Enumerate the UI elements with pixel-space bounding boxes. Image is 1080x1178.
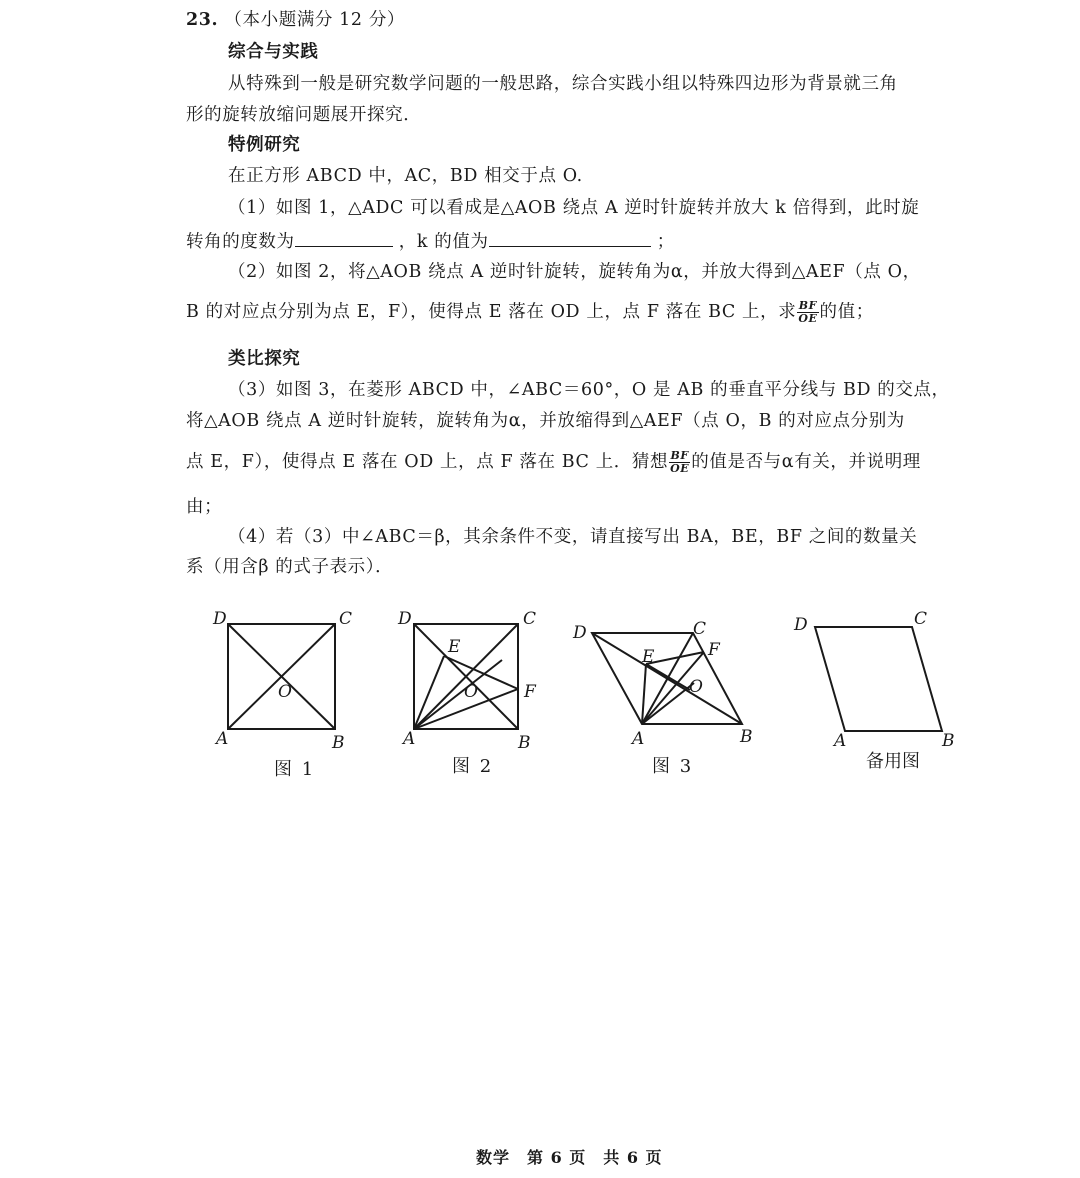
label-d-spare: D — [794, 615, 808, 635]
q1-text-b: ，k 的值为 — [398, 232, 489, 252]
page-footer: 数学 第 6 页 共 6 页 — [476, 1148, 663, 1167]
q3-text-b: 的值是否与α有关，并说明理 — [691, 452, 921, 472]
label-b-fig3: B — [740, 727, 753, 747]
figure-spare-rhombus — [815, 627, 942, 731]
q3-text-a: 点 E，F），使得点 E 落在 OD 上，点 F 落在 BC 上．猜想 — [186, 452, 669, 472]
subsection-special-case: 特例研究 — [228, 135, 301, 155]
subsection-analogy: 类比探究 — [228, 349, 301, 369]
segment-ae-fig3 — [642, 664, 646, 724]
fraction-numerator: BF — [670, 449, 689, 462]
label-b-fig1: B — [332, 733, 345, 753]
question-3-line-2: 将△AOB 绕点 A 逆时针旋转，旋转角为α，并放缩得到△AEF（点 O，B 的对应点分别为 — [186, 411, 905, 431]
label-d-fig2: D — [398, 609, 412, 629]
caption-figure-2: 图 2 — [452, 756, 494, 777]
fraction-denominator: OE — [670, 462, 690, 475]
label-e-fig2: E — [448, 637, 461, 657]
q2-text-b: 的值； — [819, 302, 874, 322]
score-note: （本小题满分 12 分） — [224, 10, 406, 30]
caption-figure-1: 图 1 — [274, 759, 316, 780]
question-1-line-1: （1）如图 1，△ADC 可以看成是△AOB 绕点 A 逆时针旋转并放大 k 倍得到，此时旋 — [228, 198, 920, 218]
label-a-fig3: A — [632, 729, 645, 749]
label-c-fig1: C — [339, 609, 353, 629]
label-c-spare: C — [914, 609, 928, 629]
label-c-fig2: C — [523, 609, 537, 629]
caption-spare-figure: 备用图 — [866, 751, 920, 772]
intro-line-2: 形的旋转放缩问题展开探究． — [186, 105, 422, 125]
q2-text-a: B 的对应点分别为点 E，F），使得点 E 落在 OD 上，点 F 落在 BC 上，求 — [186, 302, 797, 322]
fraction-denominator: OE — [798, 312, 818, 325]
label-a-fig2: A — [403, 729, 416, 749]
label-b-fig2: B — [518, 733, 531, 753]
label-d-fig1: D — [213, 609, 227, 629]
section-title: 综合与实践 — [228, 42, 319, 62]
question-4-line-1: （4）若（3）中∠ABC＝β，其余条件不变，请直接写出 BA，BE，BF 之间的数量关 — [228, 527, 918, 547]
caption-figure-3: 图 3 — [652, 756, 694, 777]
question-3-line-4: 由； — [186, 497, 223, 517]
q1-text-c: ； — [656, 232, 675, 252]
figure-1-square — [228, 624, 335, 729]
figure-2-square — [414, 624, 518, 729]
label-c-fig3: C — [693, 619, 707, 639]
label-o-fig3: O — [689, 677, 703, 697]
label-e-fig3: E — [642, 647, 655, 667]
label-d-fig3: D — [573, 623, 587, 643]
intro-line-1: 从特殊到一般是研究数学问题的一般思路，综合实践小组以特殊四边形为背景就三角 — [228, 74, 898, 94]
label-f-fig3: F — [708, 640, 720, 660]
label-o-fig1: O — [278, 682, 292, 702]
rhombus-abcd-spare — [815, 627, 942, 731]
question-2-line-1: （2）如图 2，将△AOB 绕点 A 逆时针旋转，旋转角为α，并放大得到△AEF（点 O， — [228, 262, 921, 282]
label-a-fig1: A — [216, 729, 229, 749]
question-3-line-1: （3）如图 3，在菱形 ABCD 中，∠ABC＝60°，O 是 AB 的垂直平分线与 BD 的交点， — [228, 380, 950, 400]
label-f-fig2: F — [524, 682, 536, 702]
label-a-spare: A — [834, 731, 847, 751]
label-b-spare: B — [942, 731, 955, 751]
q1-text-a: 转角的度数为 — [186, 232, 295, 252]
problem-number: 23. — [186, 10, 219, 30]
label-o-fig2: O — [464, 682, 478, 702]
setup-text: 在正方形 ABCD 中，AC，BD 相交于点 O. — [228, 166, 583, 186]
segment-ao-fig3 — [642, 683, 694, 724]
fraction-numerator: BF — [798, 299, 818, 312]
question-4-line-2: 系（用含β 的式子表示）． — [186, 557, 394, 577]
